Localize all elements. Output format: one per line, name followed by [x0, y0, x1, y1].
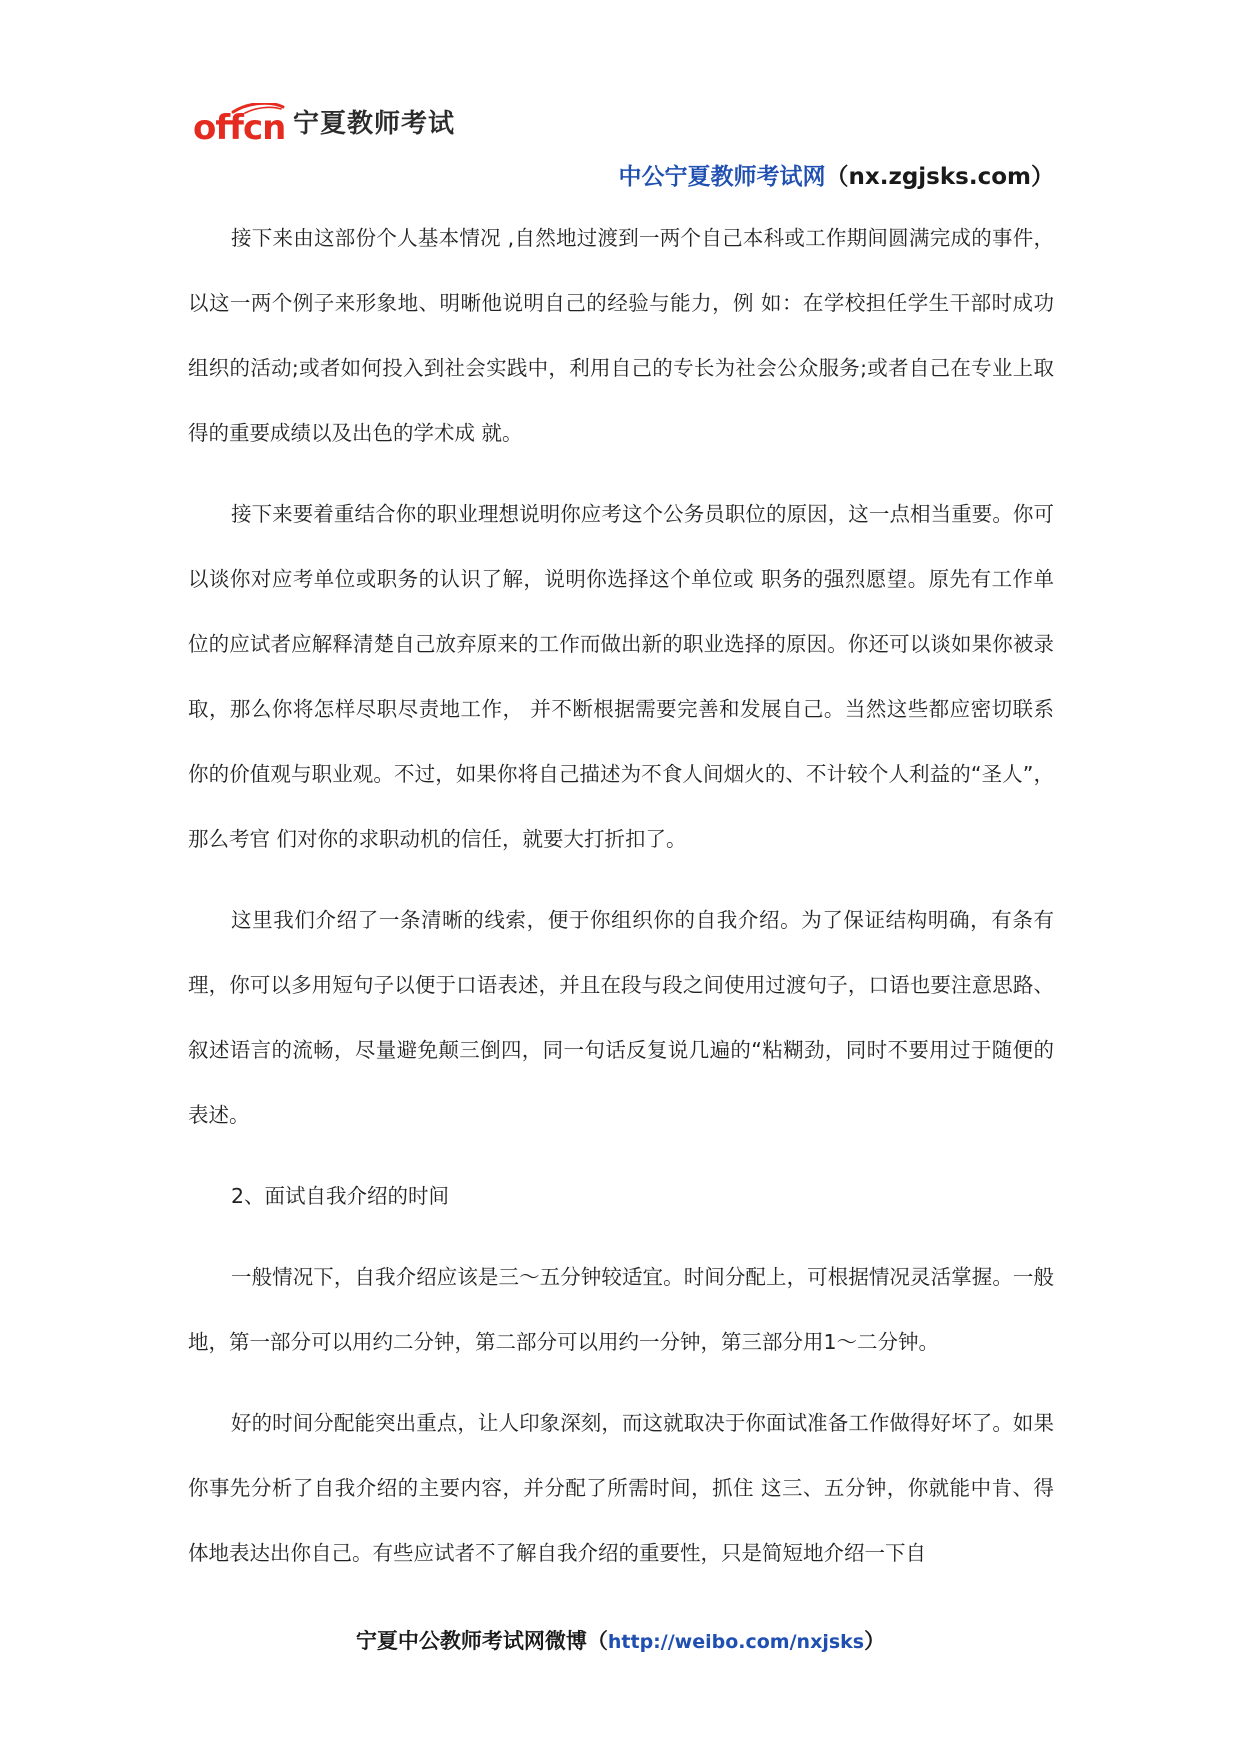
- svg-text:offcn: offcn: [193, 108, 285, 143]
- article-body: [188, 206, 1054, 1602]
- site-paren-close: ）: [1031, 164, 1054, 190]
- site-name[interactable]: 中公宁夏教师考试网: [618, 164, 826, 190]
- section-heading: 2、面试自我介绍的时间: [231, 1184, 450, 1208]
- paragraph: 接下来由这部份个人基本情况 ,自然地过渡到一两个自己本科或工作期间圆满完成的事件，以这一两个例子来形象地、明晰他说明自己的经验与能力，例 如：在学校担任学生干部时成功组织的活动;或者如何投入到社会实践中，利用自己的专长为社会公众服务;或者自己在专业上取得的重要成绩以及出色的学术成 就。: [188, 226, 1054, 445]
- paragraph: 一般情况下，自我介绍应该是三～五分钟较适宜。时间分配上，可根据情况灵活掌握。一般地，第一部分可以用约二分钟，第二部分可以用约一分钟，第三部分用1～二分钟。: [188, 1265, 1054, 1354]
- site-link[interactable]: [619, 158, 1055, 191]
- footer-weibo: [0, 1625, 1241, 1655]
- paragraph: 这里我们介绍了一条清晰的线索，便于你组织你的自我介绍。为了保证结构明确，有条有理，你可以多用短句子以便于口语表述，并且在段与段之间使用过渡句子，口语也要注意思路、叙述语言的流畅，尽量避免颠三倒四，同一句话反复说几遍的“粘糊劲，同时不要用过于随便的表述。: [188, 908, 1054, 1127]
- site-url[interactable]: nx.zgjsks.com: [848, 164, 1031, 190]
- site-paren-open: （: [825, 164, 849, 190]
- logo-text: 宁夏教师考试: [293, 109, 456, 139]
- offcn-logo: [193, 103, 455, 143]
- footer-paren-close: ）: [864, 1629, 886, 1653]
- footer-url-link[interactable]: http://weibo.com/nxjsks: [607, 1631, 865, 1653]
- footer-label: 宁夏中公教师考试网微博: [355, 1629, 587, 1653]
- offcn-wordmark-icon: [193, 103, 285, 143]
- footer-paren-open: （: [586, 1629, 608, 1653]
- paragraph: 好的时间分配能突出重点，让人印象深刻，而这就取决于你面试准备工作做得好坏了。如果你事先分析了自我介绍的主要内容，并分配了所需时间，抓住 这三、五分钟，你就能中肯、得体地表达出你自己。有些应试者不了解自我介绍的重要性，只是简短地介绍一下自: [188, 1411, 1054, 1565]
- paragraph: 接下来要着重结合你的职业理想说明你应考这个公务员职位的原因，这一点相当重要。你可以谈你对应考单位或职务的认识了解，说明你选择这个单位或 职务的强烈愿望。原先有工作单位的应试者应解释清楚自己放弃原来的工作而做出新的职业选择的原因。你还可以谈如果你被录取，那么你将怎样尽职尽责地工作， 并不断根据需要完善和发展自己。当然这些都应密切联系你的价值观与职业观。不过，如果你将自己描述为不食人间烟火的、不计较个人利益的“圣人”，那么考官 们对你的求职动机的信任，就要大打折扣了。: [188, 502, 1054, 851]
